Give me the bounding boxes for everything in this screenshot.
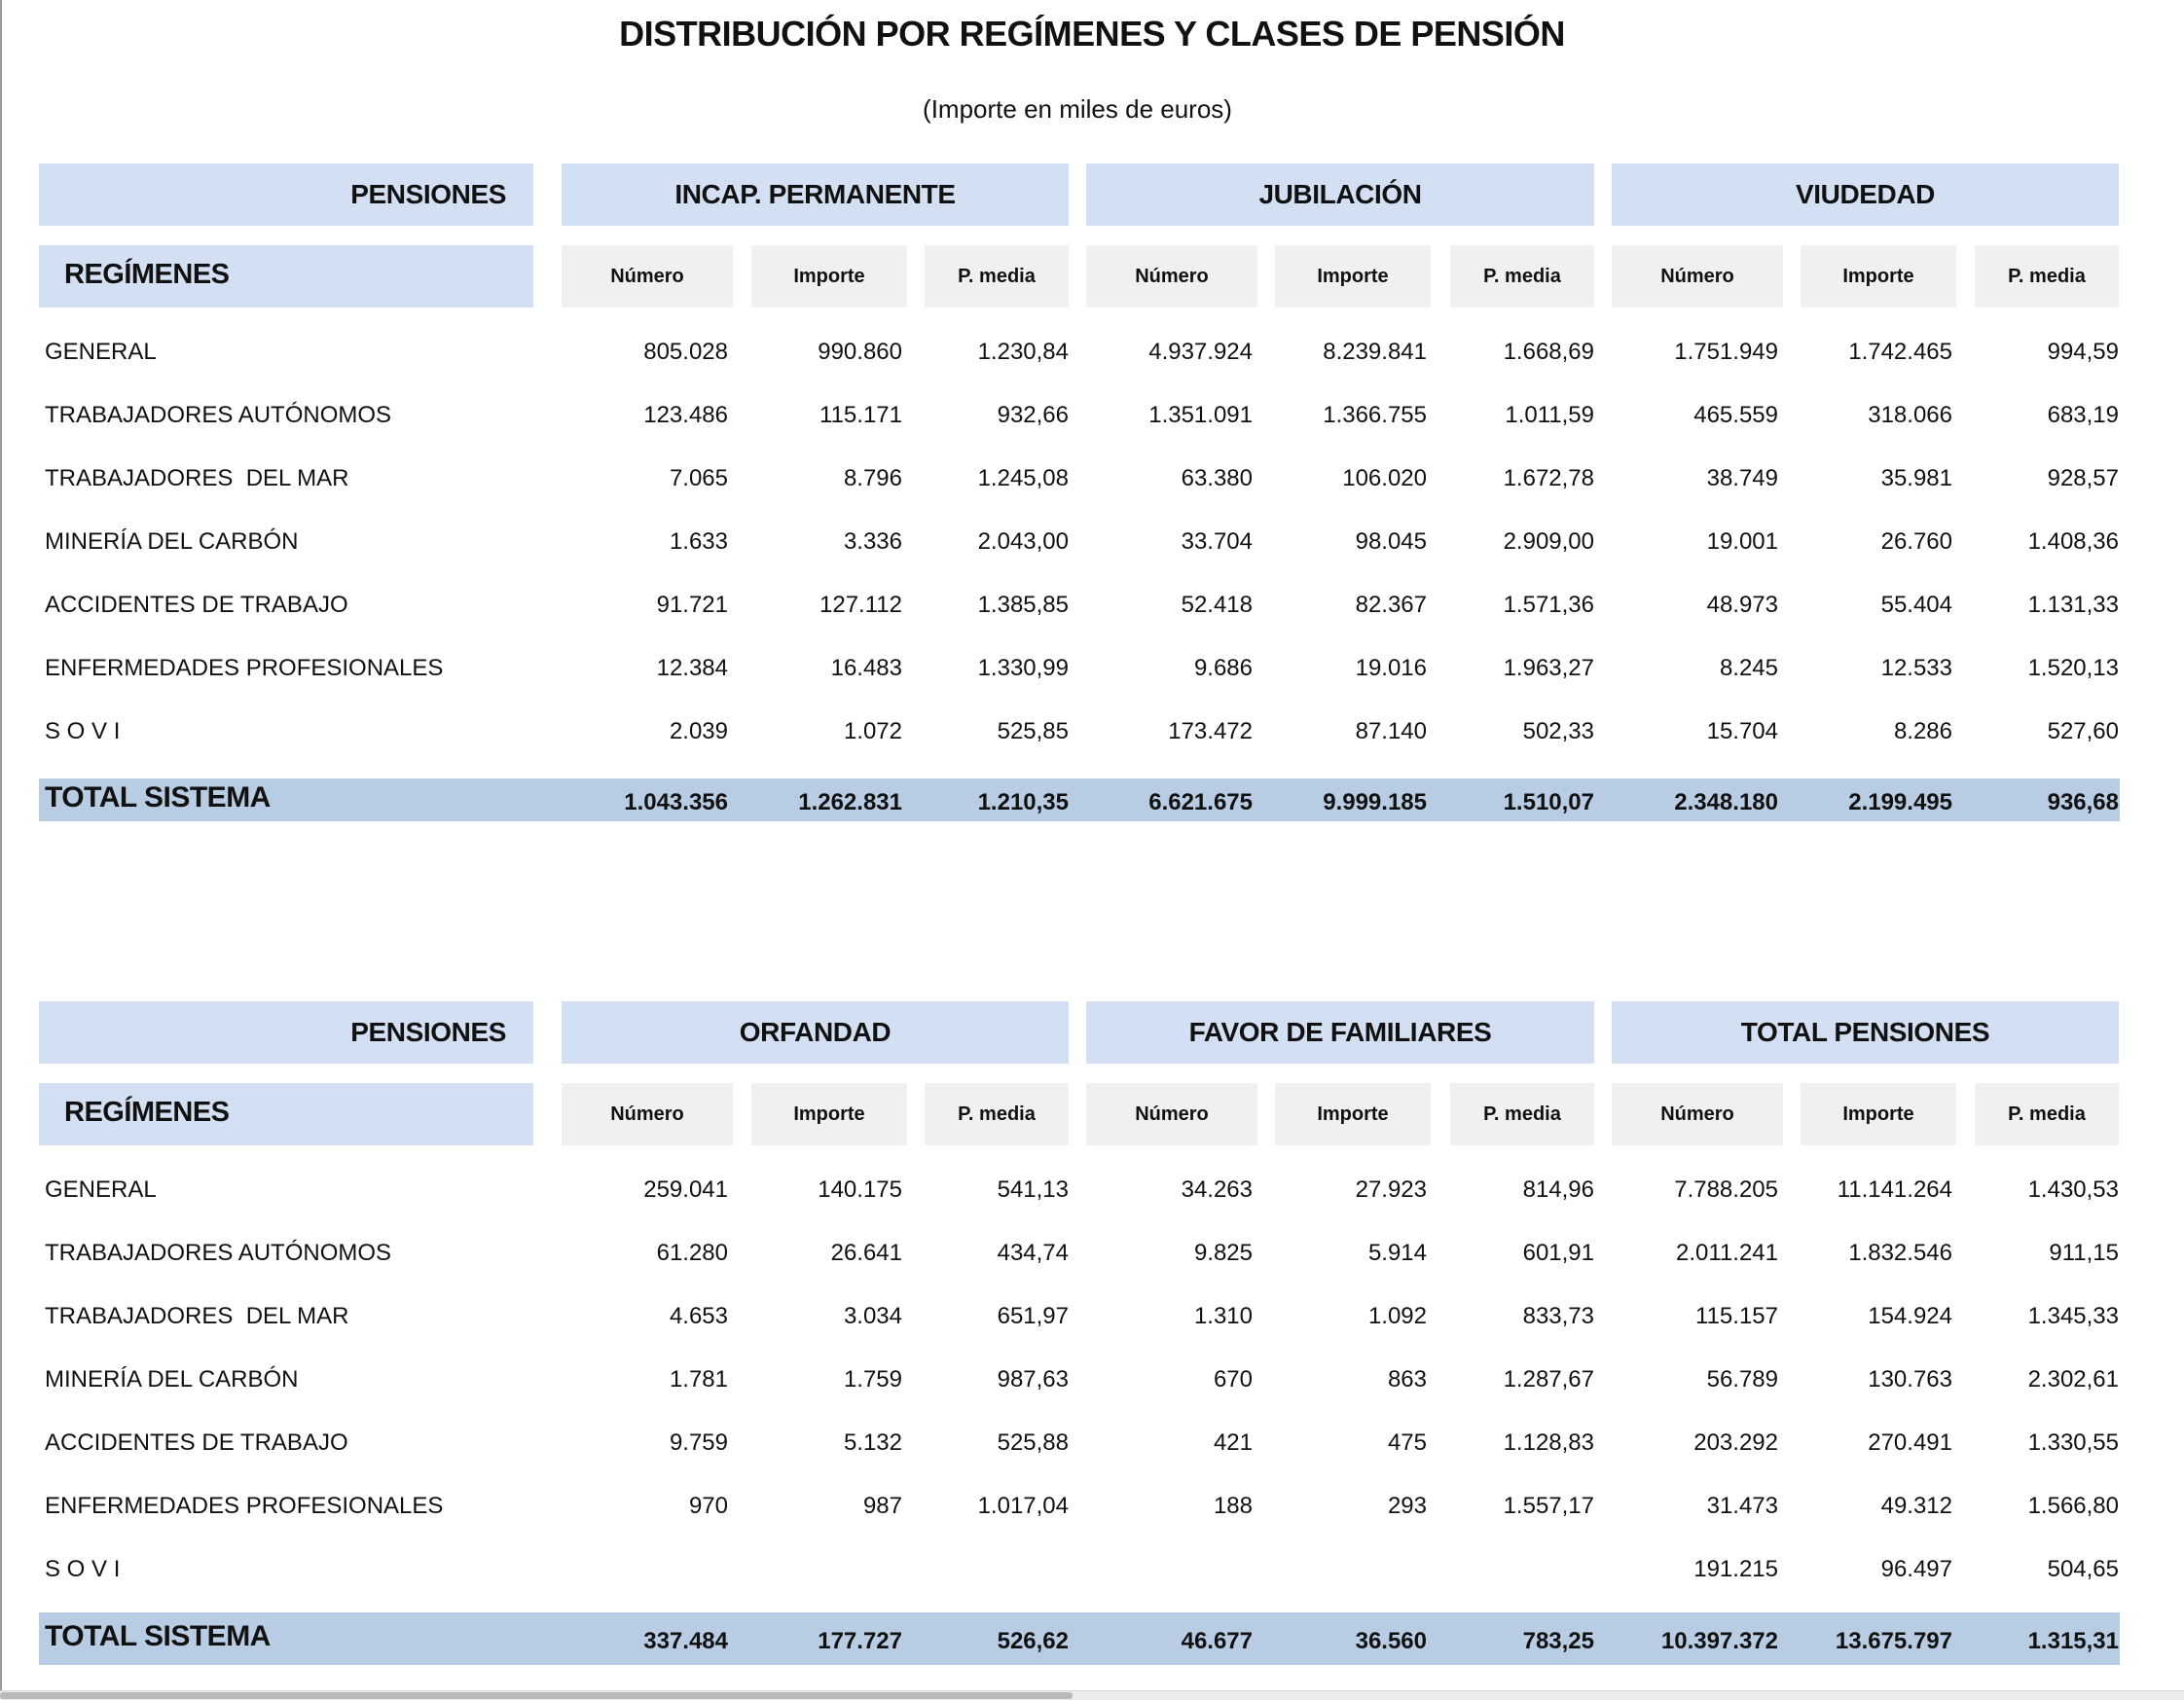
- table-row: [39, 1348, 2120, 1411]
- sub-header-numero: Número: [562, 1083, 733, 1145]
- cell-numero: 203.292: [1693, 1429, 1778, 1456]
- cell-importe: 115.171: [819, 402, 902, 428]
- cell-importe: 12.533: [1880, 655, 1952, 681]
- cell-numero: 31.473: [1706, 1493, 1778, 1519]
- cell-importe: 96.497: [1880, 1556, 1952, 1582]
- cell-importe: 127.112: [819, 592, 902, 618]
- cell-importe: 49.312: [1880, 1493, 1952, 1519]
- sub-header-p-media: P. media: [1450, 245, 1594, 307]
- cell-importe: 26.641: [830, 1240, 902, 1266]
- group-header-row: [39, 163, 2120, 226]
- cell-importe: 1.366.755: [1323, 402, 1427, 428]
- cell-importe: 55.404: [1880, 592, 1952, 618]
- cell-numero: 2.039: [669, 718, 728, 744]
- cell-p-media: 1.571,36: [1503, 592, 1594, 618]
- cell-numero: 1.633: [669, 528, 728, 555]
- cell-p-media: 833,73: [1522, 1303, 1594, 1329]
- sub-header-numero: Número: [562, 245, 733, 307]
- regimenes-header: [39, 245, 533, 307]
- cell-p-media: 928,57: [2047, 465, 2119, 491]
- cell-numero: 191.215: [1693, 1556, 1778, 1582]
- cell-importe: 1.092: [1367, 1303, 1427, 1329]
- cell-p-media: 1.131,33: [2027, 592, 2119, 618]
- cell-p-media: 541,13: [997, 1176, 1069, 1203]
- cell-importe: 1.759: [843, 1366, 902, 1393]
- cell-importe: 130.763: [1868, 1366, 1952, 1393]
- cell-p-media: 504,65: [2047, 1556, 2119, 1582]
- table-row: [39, 1411, 2120, 1474]
- cell-importe: 16.483: [830, 655, 902, 681]
- table-row: [39, 1221, 2120, 1284]
- cell-numero: 970: [688, 1493, 728, 1519]
- cell-p-media: 932,66: [997, 402, 1069, 428]
- cell-importe: 318.066: [1868, 402, 1952, 428]
- regimenes-label: REGÍMENES: [64, 1097, 230, 1128]
- cell-numero: 1.781: [669, 1366, 728, 1393]
- regimen-label: GENERAL: [45, 1176, 157, 1203]
- table-row: [39, 447, 2120, 510]
- cell-importe: 990.860: [818, 339, 902, 365]
- total-label: TOTAL SISTEMA: [45, 1620, 271, 1652]
- cell-importe: 26.760: [1880, 528, 1952, 555]
- cell-numero: 421: [1213, 1429, 1253, 1456]
- cell-importe: 27.923: [1355, 1176, 1427, 1203]
- sub-header-p-media: P. media: [1975, 245, 2119, 307]
- cell-numero: 7.065: [669, 465, 728, 491]
- regimen-label: TRABAJADORES DEL MAR: [45, 1303, 349, 1329]
- table-row: [39, 510, 2120, 573]
- cell-numero: 9.686: [1193, 655, 1253, 681]
- cell-importe: 987: [862, 1493, 902, 1519]
- cell-numero: 115.157: [1695, 1303, 1778, 1329]
- cell-numero: 670: [1213, 1366, 1253, 1393]
- pensiones-header: [39, 1001, 533, 1064]
- sub-header-numero: Número: [1612, 245, 1783, 307]
- sub-header-p-media: P. media: [925, 245, 1069, 307]
- total-cell-importe: 2.199.495: [1848, 789, 1952, 815]
- total-cell-numero: 2.348.180: [1674, 789, 1778, 815]
- sub-header-numero: Número: [1086, 1083, 1257, 1145]
- cell-importe: 8.796: [843, 465, 902, 491]
- cell-importe: 98.045: [1355, 528, 1427, 555]
- cell-numero: 48.973: [1706, 592, 1778, 618]
- cell-numero: 19.001: [1706, 528, 1778, 555]
- cell-p-media: 1.520,13: [2027, 655, 2119, 681]
- total-row: [39, 778, 2120, 821]
- cell-importe: 11.141.264: [1837, 1176, 1952, 1203]
- regimen-label: GENERAL: [45, 339, 157, 365]
- page-subtitle: (Importe en miles de euros): [923, 94, 1232, 124]
- cell-numero: 805.028: [643, 339, 728, 365]
- cell-importe: 82.367: [1355, 592, 1427, 618]
- total-cell-p-media: 1.210,35: [977, 789, 1069, 815]
- cell-numero: 1.310: [1193, 1303, 1253, 1329]
- regimen-label: S O V I: [45, 1556, 121, 1582]
- cell-numero: 259.041: [643, 1176, 728, 1203]
- sub-header-numero: Número: [1086, 245, 1257, 307]
- table-row: [39, 383, 2120, 447]
- table-row: [39, 1474, 2120, 1537]
- cell-p-media: 1.017,04: [977, 1493, 1069, 1519]
- cell-numero: 8.245: [1719, 655, 1778, 681]
- table-body: [39, 320, 2120, 763]
- regimen-label: TRABAJADORES AUTÓNOMOS: [45, 1240, 392, 1266]
- total-cell-importe: 13.675.797: [1835, 1628, 1952, 1654]
- table-row: [39, 636, 2120, 700]
- total-cell-p-media: 783,25: [1522, 1628, 1594, 1654]
- cell-p-media: 651,97: [997, 1303, 1069, 1329]
- cell-p-media: 1.963,27: [1503, 655, 1594, 681]
- cell-importe: 8.239.841: [1323, 339, 1427, 365]
- table-row: [39, 1158, 2120, 1221]
- regimen-label: ACCIDENTES DE TRABAJO: [45, 1429, 348, 1456]
- sub-header-p-media: P. media: [1450, 1083, 1594, 1145]
- cell-p-media: 601,91: [1522, 1240, 1594, 1266]
- cell-p-media: 911,15: [2049, 1240, 2119, 1266]
- cell-p-media: 1.566,80: [2027, 1493, 2119, 1519]
- cell-p-media: 1.245,08: [977, 465, 1069, 491]
- cell-numero: 61.280: [656, 1240, 728, 1266]
- cell-importe: 35.981: [1880, 465, 1952, 491]
- cell-importe: 3.034: [843, 1303, 902, 1329]
- cell-p-media: 1.408,36: [2027, 528, 2119, 555]
- window-left-border: [0, 0, 2, 1699]
- sub-header-row: [39, 1083, 2120, 1145]
- cell-numero: 1.351.091: [1148, 402, 1253, 428]
- cell-numero: 56.789: [1706, 1366, 1778, 1393]
- pension-table-1: [39, 163, 2120, 821]
- cell-p-media: 1.128,83: [1503, 1429, 1594, 1456]
- cell-p-media: 1.011,59: [1505, 402, 1594, 428]
- cell-p-media: 1.430,53: [2027, 1176, 2119, 1203]
- cell-p-media: 1.330,55: [2027, 1429, 2119, 1456]
- regimen-label: MINERÍA DEL CARBÓN: [45, 528, 299, 555]
- table-body: [39, 1158, 2120, 1601]
- sub-header-importe: Importe: [1275, 1083, 1431, 1145]
- cell-importe: 19.016: [1355, 655, 1427, 681]
- table-row: [39, 573, 2120, 636]
- sub-header-numero: Número: [1612, 1083, 1783, 1145]
- cell-p-media: 1.672,78: [1503, 465, 1594, 491]
- cell-importe: 5.914: [1367, 1240, 1427, 1266]
- cell-numero: 12.384: [656, 655, 728, 681]
- regimen-label: ENFERMEDADES PROFESIONALES: [45, 655, 444, 681]
- total-cell-importe: 36.560: [1355, 1628, 1427, 1654]
- cell-numero: 9.825: [1193, 1240, 1253, 1266]
- cell-numero: 63.380: [1181, 465, 1253, 491]
- sub-header-importe: Importe: [751, 245, 907, 307]
- regimen-label: S O V I: [45, 718, 121, 744]
- regimenes-header: [39, 1083, 533, 1145]
- cell-importe: 5.132: [843, 1429, 902, 1456]
- cell-importe: 863: [1387, 1366, 1427, 1393]
- total-cell-importe: 177.727: [818, 1628, 902, 1654]
- cell-numero: 9.759: [669, 1429, 728, 1456]
- cell-p-media: 1.330,99: [977, 655, 1069, 681]
- regimen-label: TRABAJADORES DEL MAR: [45, 465, 349, 491]
- cell-p-media: 525,88: [997, 1429, 1069, 1456]
- cell-numero: 34.263: [1181, 1176, 1253, 1203]
- cell-p-media: 2.043,00: [977, 528, 1069, 555]
- sub-header-importe: Importe: [1801, 245, 1956, 307]
- cell-p-media: 994,59: [2047, 339, 2119, 365]
- sub-header-p-media: P. media: [925, 1083, 1069, 1145]
- cell-p-media: 1.668,69: [1503, 339, 1594, 365]
- cell-p-media: 434,74: [997, 1240, 1069, 1266]
- group-header-favor-familiares: FAVOR DE FAMILIARES: [1086, 1001, 1594, 1064]
- cell-importe: 270.491: [1868, 1429, 1952, 1456]
- total-cell-p-media: 936,68: [2047, 789, 2119, 815]
- cell-numero: 123.486: [643, 402, 728, 428]
- cell-numero: 4.653: [669, 1303, 728, 1329]
- total-cell-numero: 10.397.372: [1660, 1628, 1778, 1654]
- sub-header-row: [39, 245, 2120, 307]
- cell-numero: 4.937.924: [1148, 339, 1253, 365]
- cell-p-media: 987,63: [997, 1366, 1069, 1393]
- group-header-orfandad: ORFANDAD: [562, 1001, 1069, 1064]
- cell-p-media: 1.557,17: [1503, 1493, 1594, 1519]
- total-cell-p-media: 1.510,07: [1503, 789, 1594, 815]
- cell-numero: 7.788.205: [1674, 1176, 1778, 1203]
- sub-header-importe: Importe: [1801, 1083, 1956, 1145]
- regimenes-label: REGÍMENES: [64, 259, 230, 290]
- cell-p-media: 525,85: [997, 718, 1069, 744]
- cell-p-media: 1.385,85: [977, 592, 1069, 618]
- cell-p-media: 2.909,00: [1503, 528, 1594, 555]
- cell-p-media: 502,33: [1522, 718, 1594, 744]
- cell-importe: 154.924: [1868, 1303, 1952, 1329]
- cell-p-media: 683,19: [2047, 402, 2119, 428]
- cell-importe: 140.175: [818, 1176, 902, 1203]
- regimen-label: ENFERMEDADES PROFESIONALES: [45, 1493, 444, 1519]
- cell-numero: 38.749: [1706, 465, 1778, 491]
- table-row: [39, 1284, 2120, 1348]
- total-cell-p-media: 1.315,31: [2027, 1628, 2119, 1654]
- pensiones-header: [39, 163, 533, 226]
- cell-importe: 106.020: [1342, 465, 1427, 491]
- cell-importe: 1.072: [843, 718, 902, 744]
- total-label: TOTAL SISTEMA: [45, 781, 271, 814]
- cell-numero: 173.472: [1168, 718, 1253, 744]
- cell-importe: 1.832.546: [1848, 1240, 1952, 1266]
- page-title: DISTRIBUCIÓN POR REGÍMENES Y CLASES DE PENSIÓN: [619, 14, 1565, 54]
- cell-p-media: 1.230,84: [977, 339, 1069, 365]
- regimen-label: MINERÍA DEL CARBÓN: [45, 1366, 299, 1393]
- cell-importe: 1.742.465: [1848, 339, 1952, 365]
- cell-importe: 293: [1387, 1493, 1427, 1519]
- cell-importe: 87.140: [1355, 718, 1427, 744]
- cell-p-media: 1.287,67: [1503, 1366, 1594, 1393]
- regimen-label: TRABAJADORES AUTÓNOMOS: [45, 402, 392, 428]
- total-cell-numero: 1.043.356: [624, 789, 728, 815]
- cell-numero: 52.418: [1181, 592, 1253, 618]
- total-cell-numero: 337.484: [643, 1628, 728, 1654]
- cell-importe: 3.336: [843, 528, 902, 555]
- pensiones-label: PENSIONES: [350, 179, 506, 209]
- cell-numero: 91.721: [656, 592, 728, 618]
- group-header-row: [39, 1001, 2120, 1064]
- pension-table-2: [39, 1001, 2120, 1665]
- sub-header-p-media: P. media: [1975, 1083, 2119, 1145]
- table-row: [39, 1537, 2120, 1601]
- total-cell-p-media: 526,62: [997, 1628, 1069, 1654]
- pensiones-label: PENSIONES: [350, 1017, 506, 1047]
- table-row: [39, 320, 2120, 383]
- cell-p-media: 2.302,61: [2027, 1366, 2119, 1393]
- cell-numero: 2.011.241: [1676, 1240, 1778, 1266]
- cell-p-media: 814,96: [1522, 1176, 1594, 1203]
- cell-numero: 33.704: [1181, 528, 1253, 555]
- table-row: [39, 700, 2120, 763]
- total-cell-importe: 9.999.185: [1323, 789, 1427, 815]
- total-cell-numero: 46.677: [1181, 1628, 1253, 1654]
- horizontal-scrollbar-thumb[interactable]: [0, 1692, 1073, 1699]
- total-cell-numero: 6.621.675: [1148, 789, 1253, 815]
- group-header-total-pensiones: TOTAL PENSIONES: [1612, 1001, 2119, 1064]
- group-header-viudedad: VIUDEDAD: [1612, 163, 2119, 226]
- group-header-incap-permanente: INCAP. PERMANENTE: [562, 163, 1069, 226]
- cell-numero: 465.559: [1693, 402, 1778, 428]
- total-cell-importe: 1.262.831: [798, 789, 902, 815]
- regimen-label: ACCIDENTES DE TRABAJO: [45, 592, 348, 618]
- cell-p-media: 1.345,33: [2027, 1303, 2119, 1329]
- cell-importe: 475: [1387, 1429, 1427, 1456]
- cell-numero: 1.751.949: [1674, 339, 1778, 365]
- cell-importe: 8.286: [1893, 718, 1952, 744]
- group-header-jubilacion: JUBILACIÓN: [1086, 163, 1594, 226]
- total-row: [39, 1612, 2120, 1665]
- sub-header-importe: Importe: [751, 1083, 907, 1145]
- cell-p-media: 527,60: [2047, 718, 2119, 744]
- cell-numero: 15.704: [1706, 718, 1778, 744]
- sub-header-importe: Importe: [1275, 245, 1431, 307]
- cell-numero: 188: [1213, 1493, 1253, 1519]
